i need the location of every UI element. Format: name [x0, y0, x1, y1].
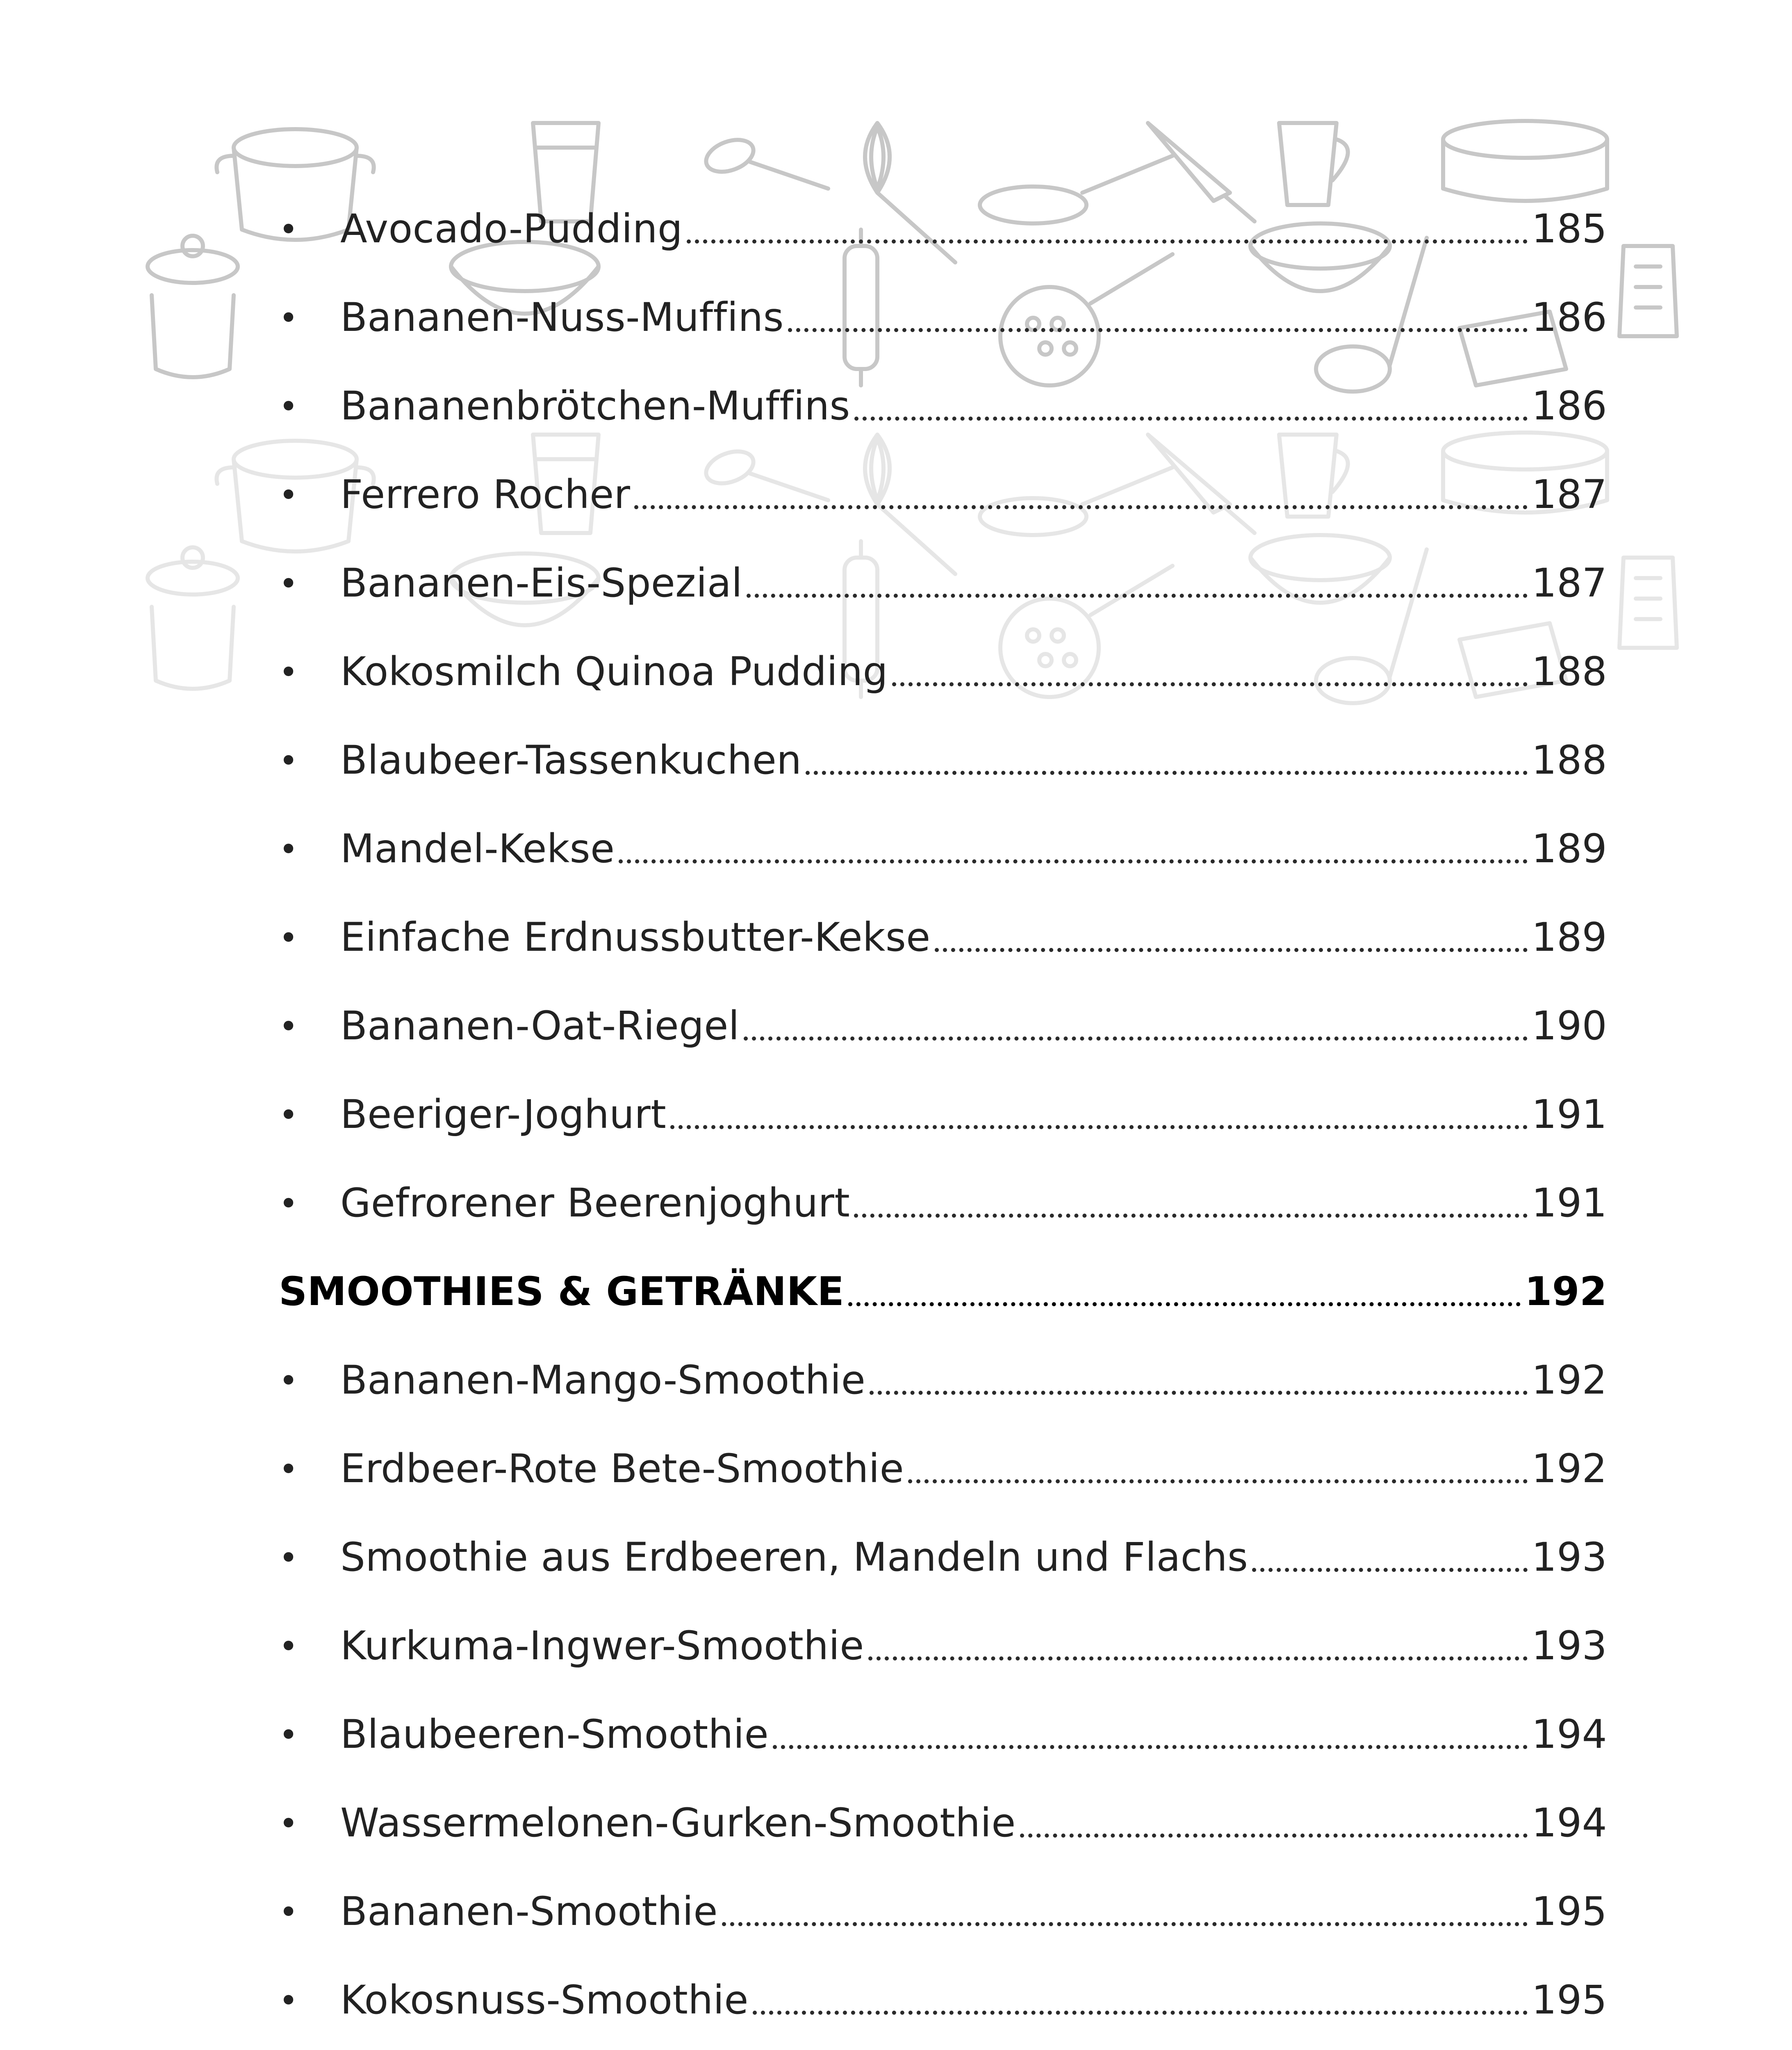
toc-entry-title: Ferrero Rocher: [340, 471, 631, 517]
toc-entry-title: SMOOTHIES & GETRÄNKE: [279, 1268, 845, 1314]
toc-entry-title: Einfache Erdnussbutter-Kekse: [340, 914, 931, 960]
toc-entry[interactable]: [279, 2024, 1607, 2050]
dot-leader: [747, 594, 1528, 598]
toc-entry-title: Kokosnuss-Smoothie: [340, 1977, 749, 2023]
toc-entry[interactable]: [279, 1138, 1607, 1227]
bullet-icon: •: [279, 1096, 298, 1134]
toc-entry-title: Kurkuma-Ingwer-Smoothie: [340, 1622, 864, 1669]
bullet-icon: •: [279, 1539, 298, 1577]
toc-page-number: 194: [1531, 1799, 1607, 1846]
toc-page-number: 186: [1531, 294, 1607, 340]
toc-entry[interactable]: [279, 695, 1607, 784]
dot-leader: [908, 1479, 1528, 1483]
dot-leader: [744, 1036, 1528, 1041]
dot-leader: [1020, 1834, 1528, 1838]
dot-leader: [753, 2011, 1528, 2015]
dot-leader: [687, 239, 1528, 244]
bullet-icon: •: [279, 1184, 298, 1223]
toc-entry[interactable]: [279, 253, 1607, 341]
toc-page-number: 189: [1531, 914, 1607, 960]
bullet-icon: •: [279, 210, 298, 248]
toc-entry[interactable]: [279, 1315, 1607, 1404]
toc-page-number: 185: [1531, 205, 1607, 252]
toc-entry-title: Erdbeer-Rote Bete-Smoothie: [340, 1445, 904, 1492]
bullet-icon: •: [279, 742, 298, 780]
dot-leader: [854, 1214, 1528, 1218]
dot-leader: [892, 682, 1528, 686]
toc-entry[interactable]: [279, 784, 1607, 872]
toc-page-number: 195: [1531, 1888, 1607, 1934]
dot-leader: [1252, 1568, 1528, 1572]
dot-leader: [870, 1391, 1528, 1395]
toc-entry-title: Beeriger-Joghurt: [340, 1091, 667, 1137]
toc-entry[interactable]: [279, 1847, 1607, 1935]
toc-entry[interactable]: [279, 430, 1607, 518]
toc-page-number: 189: [1531, 825, 1607, 872]
toc-entry[interactable]: [279, 1404, 1607, 1492]
toc-entry[interactable]: [279, 1492, 1607, 1581]
toc-entry[interactable]: [279, 1050, 1607, 1138]
toc-entry[interactable]: [279, 518, 1607, 607]
bullet-icon: •: [279, 1007, 298, 1046]
toc-entry-title: Bananen-Eis-Spezial: [340, 560, 742, 606]
bullet-icon: •: [279, 1362, 298, 1400]
toc-page-number: 187: [1531, 471, 1607, 517]
toc-page-number: 192: [1531, 1445, 1607, 1492]
dot-leader: [634, 505, 1528, 509]
toc-section-heading[interactable]: [279, 1227, 1607, 1315]
toc-entry[interactable]: [279, 164, 1607, 253]
bullet-icon: •: [279, 387, 298, 426]
bullet-icon: •: [279, 476, 298, 514]
toc-page-number: 188: [1531, 737, 1607, 783]
toc-entry-title: Bananenbrötchen-Muffins: [340, 383, 850, 429]
toc-entry-title: Blaubeer-Tassenkuchen: [340, 737, 802, 783]
toc-page-number: 191: [1531, 1180, 1607, 1226]
toc-entry[interactable]: [279, 1758, 1607, 1847]
toc-entry-title: Gefrorener Beerenjoghurt: [340, 1180, 850, 1226]
toc-entry[interactable]: [279, 961, 1607, 1050]
toc-entry-title: Kokosmilch Quinoa Pudding: [340, 648, 888, 695]
toc-page-number: 188: [1531, 648, 1607, 695]
toc-page-number: 186: [1531, 383, 1607, 429]
toc-page-number: 193: [1531, 1622, 1607, 1669]
dot-leader: [854, 417, 1528, 421]
toc-entry-title: Bananen-Mango-Smoothie: [340, 1357, 866, 1403]
bullet-icon: •: [279, 565, 298, 603]
bullet-icon: •: [279, 1627, 298, 1665]
dot-leader: [773, 1745, 1528, 1749]
bullet-icon: •: [279, 299, 298, 337]
table-of-contents: [279, 164, 1607, 2050]
toc-entry-title: Blaubeeren-Smoothie: [340, 1711, 769, 1757]
toc-entry[interactable]: [279, 607, 1607, 695]
dot-leader: [788, 328, 1528, 332]
toc-page-number: 194: [1531, 1711, 1607, 1757]
toc-page-number: 192: [1524, 1268, 1607, 1314]
toc-entry-title: Wassermelonen-Gurken-Smoothie: [340, 1799, 1016, 1846]
dot-leader: [935, 948, 1528, 952]
toc-page-number: 187: [1531, 560, 1607, 606]
bullet-icon: •: [279, 1804, 298, 1843]
bullet-icon: •: [279, 1716, 298, 1754]
bullet-icon: •: [279, 1450, 298, 1488]
bullet-icon: •: [279, 653, 298, 691]
toc-entry-title: Mandel-Kekse: [340, 825, 615, 872]
bullet-icon: •: [279, 830, 298, 868]
toc-entry[interactable]: [279, 1670, 1607, 1758]
dot-leader: [670, 1125, 1528, 1129]
bullet-icon: •: [279, 1893, 298, 1931]
dot-leader: [806, 771, 1528, 775]
toc-entry[interactable]: [279, 872, 1607, 961]
toc-entry[interactable]: [279, 341, 1607, 430]
bullet-icon: •: [279, 1982, 298, 2020]
toc-page-number: 192: [1531, 1357, 1607, 1403]
toc-entry-title: Avocado-Pudding: [340, 205, 683, 252]
toc-page-number: 191: [1531, 1091, 1607, 1137]
dot-leader: [848, 1302, 1521, 1306]
toc-entry-title: Bananen-Smoothie: [340, 1888, 718, 1934]
toc-entry-title: Bananen-Nuss-Muffins: [340, 294, 784, 340]
dot-leader: [722, 1922, 1528, 1926]
toc-page-number: 190: [1531, 1002, 1607, 1049]
toc-entry[interactable]: [279, 1935, 1607, 2024]
dot-leader: [868, 1656, 1528, 1660]
bullet-icon: •: [279, 919, 298, 957]
toc-page-number: 195: [1531, 1977, 1607, 2023]
toc-entry[interactable]: [279, 1581, 1607, 1670]
toc-entry-title: Bananen-Oat-Riegel: [340, 1002, 740, 1049]
toc-page-number: 193: [1531, 1534, 1607, 1580]
toc-entry-title: Smoothie aus Erdbeeren, Mandeln und Flachs: [340, 1534, 1248, 1580]
dot-leader: [619, 859, 1528, 863]
